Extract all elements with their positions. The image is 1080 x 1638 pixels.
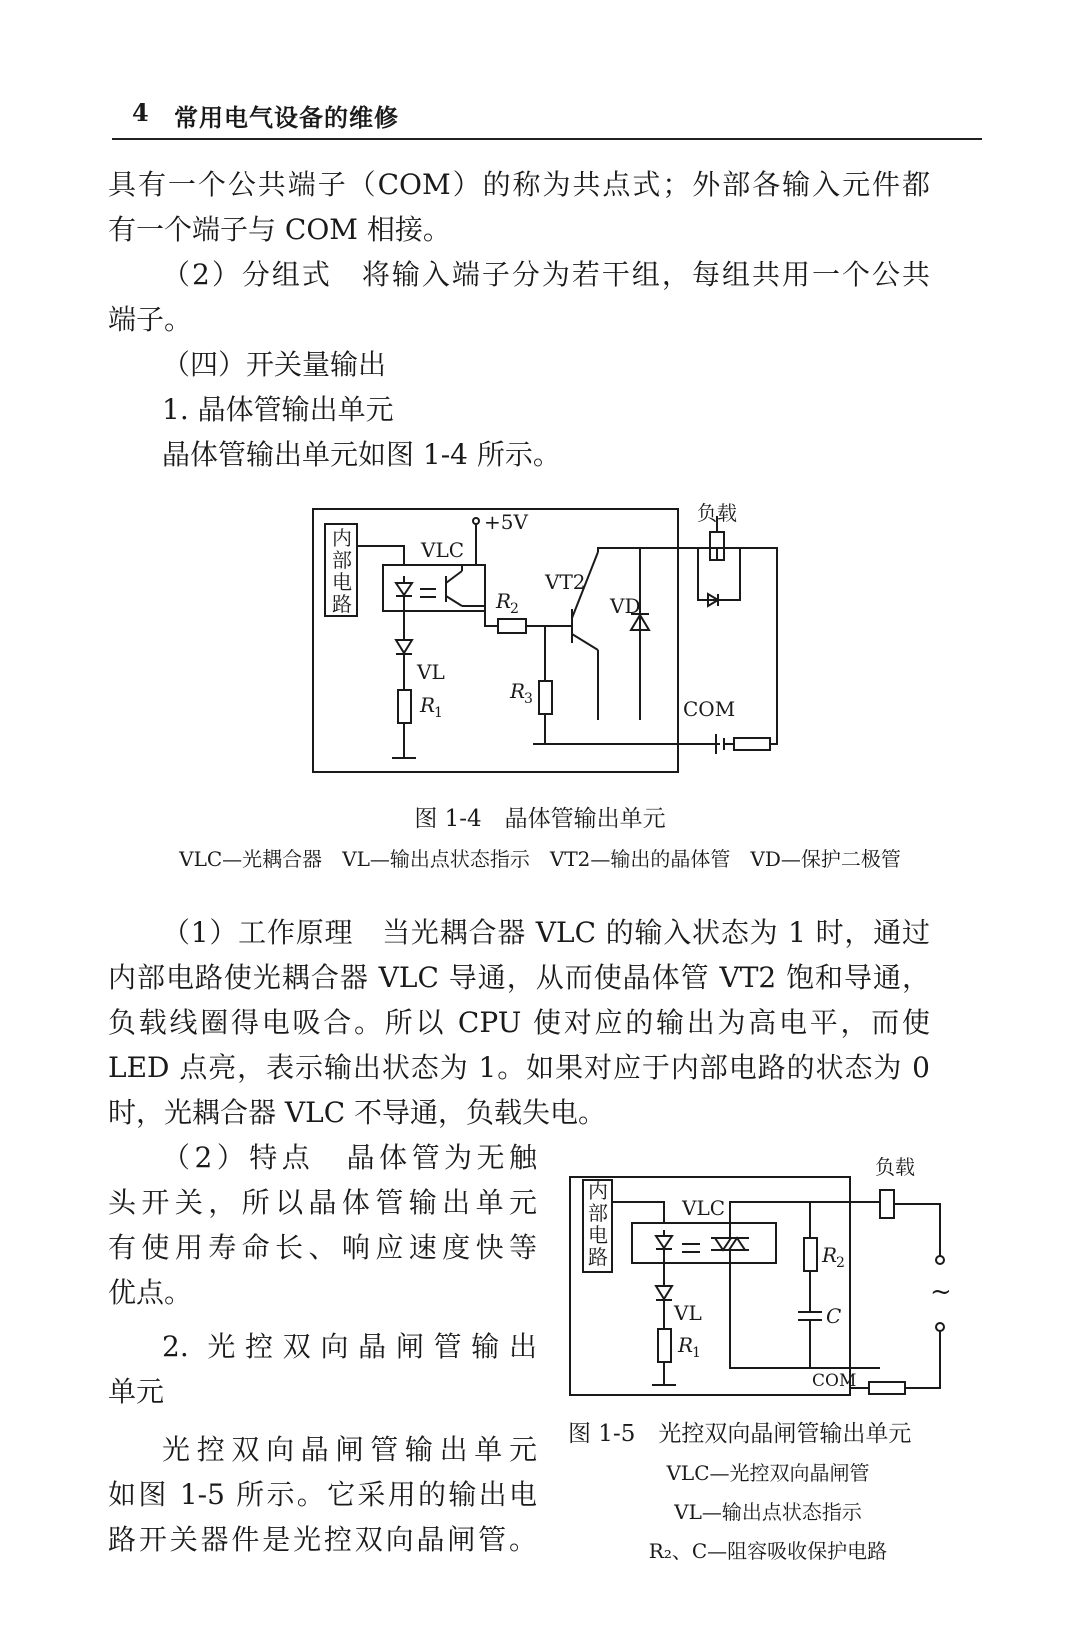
figure-1-5-legend-line: VLC—光控双向晶闸管 [666,1461,870,1485]
page-number: 4 [132,98,149,127]
fig5-internal-label: 内 [588,1179,608,1203]
paragraph-line: 内部电路使光耦合器 VLC 导通，从而使晶体管 VT2 饱和导通， [108,961,930,994]
subsection-heading: 单元 [108,1375,165,1408]
fig5-r1-label: R [678,1333,694,1357]
fig4-r1-label: R [420,693,436,717]
svg-text:1: 1 [692,1345,701,1361]
fig5-vlc-label: VLC [682,1196,726,1220]
figure-1-4-caption: 图 1-4 晶体管输出单元 [414,806,666,832]
fig4-vd-label: VD [610,594,641,618]
paragraph-line: （1）工作原理 当光耦合器 VLC 的输入状态为 1 时，通过 [162,916,930,949]
svg-text:1: 1 [434,705,443,721]
fig5-load-label: 负载 [875,1155,915,1179]
paragraph-line: 头开关，所以晶体管输出单元 [108,1186,537,1219]
fig5-vl-label: VL [674,1301,702,1325]
paragraph-line: （2）分组式 将输入端子分为若干组，每组共用一个公共 [162,258,930,291]
figure-1-4-legend: VLC—光耦合器 VL—输出点状态指示 VT2—输出的晶体管 VD—保护二极管 [179,847,901,871]
paragraph-line: 负载线圈得电吸合。所以 CPU 使对应的输出为高电平，而使 [108,1006,930,1039]
svg-text:电: 电 [332,570,352,594]
subsection-heading: 2. 光控双向晶闸管输出 [162,1330,537,1363]
figure-1-5-caption: 图 1-5 光控双向晶闸管输出单元 [568,1421,912,1447]
paragraph-line: 光控双向晶闸管输出单元 [162,1433,537,1466]
svg-text:3: 3 [524,691,533,707]
section-heading: （四）开关量输出 [162,348,387,381]
paragraph-line: 有使用寿命长、响应速度快等 [108,1231,537,1264]
fig4-5v-label: +5V [484,510,528,534]
svg-text:2: 2 [510,601,519,617]
fig4-com-label: COM [683,697,736,721]
svg-text:路: 路 [588,1245,608,1269]
fig5-ac-label: ~ [930,1277,952,1307]
svg-text:路: 路 [332,592,352,616]
figure-1-5-legend-line: VL—输出点状态指示 [674,1500,862,1524]
fig4-internal-label: 内 [332,526,352,550]
fig4-vl-label: VL [417,660,445,684]
svg-text:部: 部 [332,548,352,572]
paragraph-line: （2）特点 晶体管为无触 [162,1141,537,1174]
paragraph-line: 优点。 [108,1276,193,1309]
paragraph-line: 晶体管输出单元如图 1-4 所示。 [162,438,561,471]
fig5-optocoupler-box [632,1223,776,1263]
fig4-load-label: 负载 [697,501,737,525]
fig5-r2 [804,1238,817,1271]
fig4-vlc-label: VLC [421,538,465,562]
paragraph-line: LED 点亮，表示输出状态为 1。如果对应于内部电路的状态为 0 [108,1051,930,1084]
fig4-r2-label: R [496,589,512,613]
subsection-heading: 1. 晶体管输出单元 [162,393,394,426]
fig5-c-label: C [826,1304,842,1328]
fig5-com-label: COM [812,1371,857,1391]
svg-text:2: 2 [836,1255,845,1271]
paragraph-line: 如图 1-5 所示。它采用的输出电 [108,1478,537,1511]
paragraph-line: 路开关器件是光控双向晶闸管。 [108,1523,537,1556]
paragraph-line: 有一个端子与 COM 相接。 [108,213,451,246]
fig5-r2-label: R [822,1243,838,1267]
fig5-r1 [658,1329,671,1362]
svg-text:电: 电 [588,1223,608,1247]
paragraph-line: 时，光耦合器 VLC 不导通，负载失电。 [108,1096,607,1129]
fig5-fuse [869,1382,905,1394]
fig5-load [880,1190,894,1218]
chapter-title: 常用电气设备的维修 [174,103,399,132]
svg-text:部: 部 [588,1201,608,1225]
fig4-r3-label: R [510,679,526,703]
figure-1-5-legend-line: R₂、C—阻容吸收保护电路 [648,1539,888,1563]
paragraph-line: 端子。 [108,303,193,336]
paragraph-line: 具有一个公共端子（COM）的称为共点式；外部各输入元件都 [108,168,930,201]
fig4-vt2-label: VT2 [545,570,586,594]
